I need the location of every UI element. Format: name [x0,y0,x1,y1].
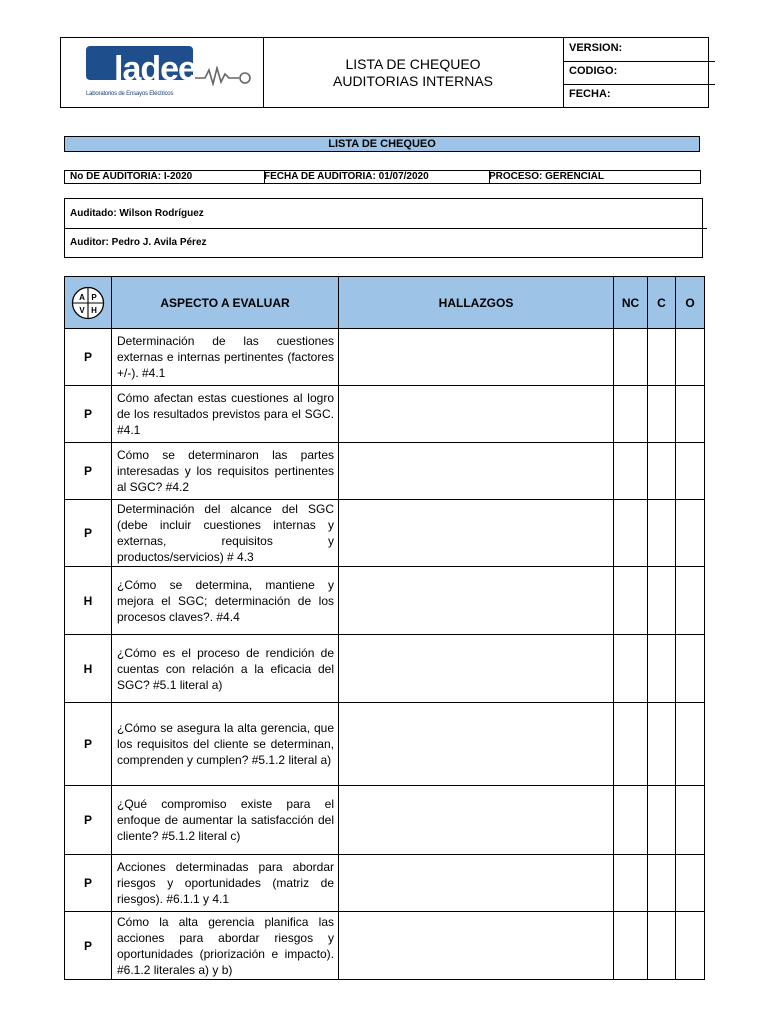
logo-cell [61,38,264,107]
title-line-2: AUDITORIAS INTERNAS [333,72,493,89]
auditado-field: Auditado: Wilson Rodríguez [65,199,707,229]
c-cell[interactable] [648,703,676,786]
audit-number: No DE AUDITORIA: I-2020 [65,171,265,183]
c-cell[interactable] [648,786,676,855]
nc-cell[interactable] [614,500,648,567]
document-header [60,37,709,108]
table-row [65,500,705,567]
title-line-1: LISTA DE CHEQUEO [345,55,481,72]
aspecto-cell: ¿Cómo es el proceso de rendición de cuentas con relación a la eficacia del SGC? #5.1 literal a) [112,635,339,703]
table-header-row [65,277,705,329]
phva-cell: P [65,329,112,386]
table-row [65,443,705,500]
phva-cell: P [65,912,112,980]
phva-cell: P [65,443,112,500]
phva-cell: P [65,386,112,443]
aspecto-cell: ¿Qué compromiso existe para el enfoque de aumentar la satisfacción del cliente? #5.1.2 literal c) [112,786,339,855]
aspecto-cell: Acciones determinadas para abordar riesgos y oportunidades (matriz de riesgos). #6.1.1 y 4.1 [112,855,339,912]
hallazgos-cell[interactable] [339,567,614,635]
nc-cell[interactable] [614,443,648,500]
hallazgos-cell[interactable] [339,635,614,703]
phva-header [65,277,112,329]
o-cell[interactable] [676,329,705,386]
phva-cell: P [65,500,112,567]
checklist-table [64,276,705,980]
aspecto-cell: ¿Cómo se determina, mantiene y mejora el SGC; determinación de los procesos claves?. #4.4 [112,567,339,635]
aspecto-cell: Cómo se determinaron las partes interesadas y los requisitos pertinentes al SGC? #4.2 [112,443,339,500]
table-row [65,329,705,386]
audit-date: FECHA DE AUDITORIA: 01/07/2020 [259,171,490,183]
aspecto-header: ASPECTO A EVALUAR [112,277,339,329]
aspecto-cell: Determinación del alcance del SGC (debe incluir cuestiones internas y externas, requisitos y productos/servicios) # 4.3 [112,500,339,567]
table-row [65,635,705,703]
nc-cell[interactable] [614,786,648,855]
audit-people [64,198,703,258]
o-cell[interactable] [676,500,705,567]
o-cell[interactable] [676,567,705,635]
phva-cell: P [65,855,112,912]
phva-cell: H [65,567,112,635]
table-row [65,786,705,855]
o-cell[interactable] [676,635,705,703]
aspecto-cell: Cómo afectan estas cuestiones al logro de los resultados previstos para el SGC. #4.1 [112,386,339,443]
section-title: LISTA DE CHEQUEO [64,136,700,152]
hallazgos-cell[interactable] [339,443,614,500]
phva-cycle-icon [71,286,105,320]
nc-cell[interactable] [614,855,648,912]
fecha-field: FECHA: [569,88,611,100]
nc-cell[interactable] [614,567,648,635]
hallazgos-cell[interactable] [339,329,614,386]
version-field: VERSION: [564,38,715,62]
table-row [65,703,705,786]
hallazgos-cell[interactable] [339,786,614,855]
nc-cell[interactable] [614,703,648,786]
hallazgos-header: HALLAZGOS [339,277,614,329]
o-cell[interactable] [676,386,705,443]
c-cell[interactable] [648,386,676,443]
nc-cell[interactable] [614,635,648,703]
auditor-field: Auditor: Pedro J. Avila Pérez [70,237,207,248]
logo-subtitle: Laboratorios de Ensayos Eléctricos [86,91,174,97]
hallazgos-cell[interactable] [339,912,614,980]
nc-cell[interactable] [614,329,648,386]
aspecto-cell: Determinación de las cuestiones externas e internas pertinentes (factores +/-). #4.1 [112,329,339,386]
o-cell[interactable] [676,912,705,980]
c-header: C [648,277,676,329]
logo-text: ladee [114,50,196,88]
phva-letter-a: A [79,292,85,302]
table-row [65,567,705,635]
c-cell[interactable] [648,567,676,635]
phva-letter-h: H [91,305,97,315]
nc-cell[interactable] [614,386,648,443]
audit-info-row [64,170,701,184]
aspecto-cell: Cómo la alta gerencia planifica las acciones para abordar riesgos y oportunidades (priorización e impacto). #6.1.2 literales a) y b) [112,912,339,980]
phva-letter-p: P [91,292,97,302]
c-cell[interactable] [648,855,676,912]
hallazgos-cell[interactable] [339,703,614,786]
company-logo [86,46,196,88]
codigo-field: CODIGO: [564,61,715,85]
c-cell[interactable] [648,443,676,500]
table-row [65,386,705,443]
c-cell[interactable] [648,912,676,980]
table-row [65,855,705,912]
signal-wave-icon [195,66,257,86]
phva-cell: H [65,635,112,703]
hallazgos-cell[interactable] [339,500,614,567]
audit-process: PROCESO: GERENCIAL [489,171,605,182]
o-cell[interactable] [676,855,705,912]
phva-letter-v: V [79,305,85,315]
o-cell[interactable] [676,703,705,786]
c-cell[interactable] [648,635,676,703]
aspecto-cell: ¿Cómo se asegura la alta gerencia, que los requisitos del cliente se determinan, comprenden y cumplen? #5.1.2 literal a) [112,703,339,786]
document-title [263,38,564,107]
phva-cell: P [65,703,112,786]
phva-cell: P [65,786,112,855]
nc-cell[interactable] [614,912,648,980]
table-row [65,912,705,980]
c-cell[interactable] [648,329,676,386]
o-header: O [676,277,705,329]
c-cell[interactable] [648,500,676,567]
o-cell[interactable] [676,443,705,500]
o-cell[interactable] [676,786,705,855]
hallazgos-cell[interactable] [339,386,614,443]
nc-header: NC [614,277,648,329]
hallazgos-cell[interactable] [339,855,614,912]
